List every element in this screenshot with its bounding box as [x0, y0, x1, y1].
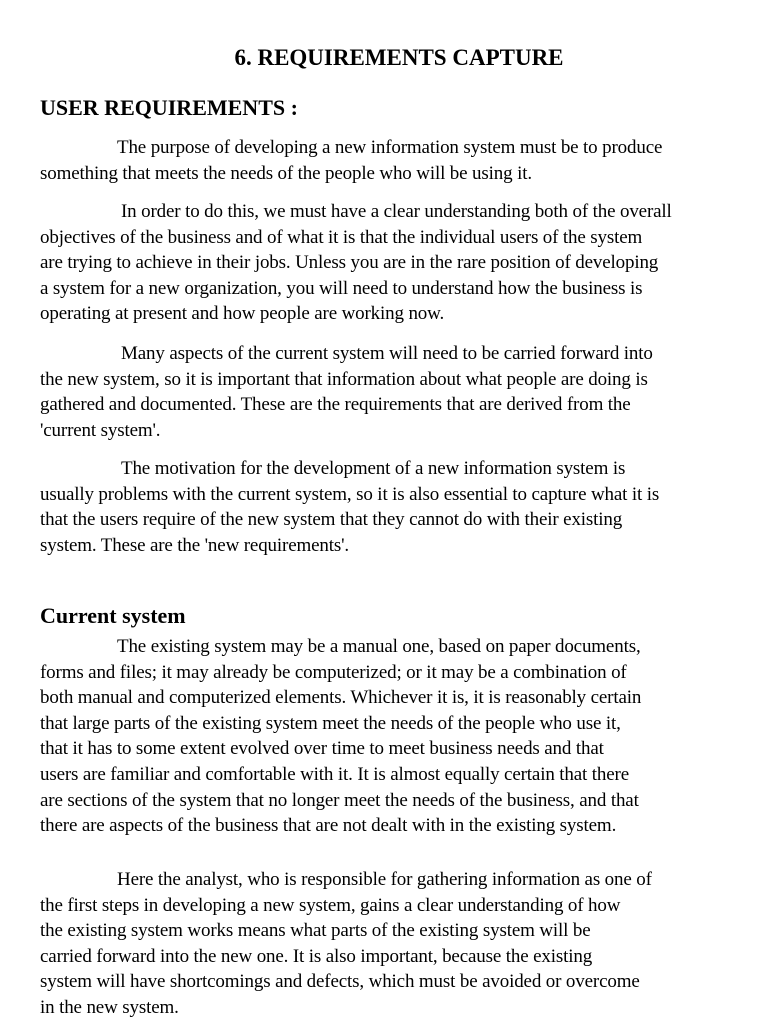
text-line: that the users require of the new system that they cannot do with their existing — [40, 509, 623, 531]
text-line: operating at present and how people are working now. — [40, 303, 445, 325]
text-line: that large parts of the existing system meet the needs of the people who use it, — [40, 712, 621, 734]
text-line: The motivation for the development of a new information system is — [121, 458, 626, 479]
text-line: objectives of the business and of what it is that the individual users of the system — [40, 226, 643, 248]
text-line: both manual and computerized elements. Whichever it is, it is reasonably certain — [40, 687, 642, 709]
text-line: 'current system'. — [40, 419, 161, 441]
text-line: The purpose of developing a new information system must be to produce — [117, 137, 663, 158]
section-heading-current-system: Current system — [40, 603, 186, 628]
paragraph-understanding — [40, 199, 760, 327]
text-line: Here the analyst, who is responsible for gathering information as one of — [117, 869, 652, 890]
paragraph-existing-system — [40, 634, 760, 839]
text-line: something that meets the needs of the people who will be using it. — [40, 162, 532, 184]
paragraph-motivation — [40, 456, 760, 558]
text-line: the existing system works means what parts of the existing system will be — [40, 920, 591, 942]
text-line: the new system, so it is important that information about what people are doing is — [40, 368, 648, 390]
text-line: system. These are the 'new requirements'. — [40, 534, 349, 556]
text-line: The existing system may be a manual one, based on paper documents, — [117, 636, 641, 657]
section-heading-user-requirements: USER REQUIREMENTS : — [40, 95, 298, 120]
text-line: are trying to achieve in their jobs. Unless you are in the rare position of developing — [40, 252, 659, 274]
paragraph-analyst — [40, 867, 760, 1021]
text-line: there are aspects of the business that are not dealt with in the existing system. — [40, 815, 617, 837]
text-line: are sections of the system that no longer meet the needs of the business, and that — [40, 789, 639, 811]
paragraph-purpose — [40, 135, 760, 186]
text-line: gathered and documented. These are the requirements that are derived from the — [40, 394, 631, 416]
text-line: that it has to some extent evolved over time to meet business needs and that — [40, 738, 604, 760]
text-line: a system for a new organization, you will need to understand how the business is — [40, 277, 643, 299]
text-line: forms and files; it may already be computerized; or it may be a combination of — [40, 661, 627, 683]
text-line: Many aspects of the current system will need to be carried forward into — [121, 343, 653, 364]
text-line: system will have shortcomings and defects, which must be avoided or overcome — [40, 971, 640, 993]
text-line: the first steps in developing a new system, gains a clear understanding of how — [40, 894, 621, 916]
text-line: usually problems with the current system, so it is also essential to capture what it is — [40, 483, 660, 505]
text-line: carried forward into the new one. It is also important, because the existing — [40, 945, 593, 967]
text-line: users are familiar and comfortable with it. It is almost equally certain that there — [40, 763, 630, 785]
document-title: 6. REQUIREMENTS CAPTURE — [234, 45, 564, 70]
text-line: In order to do this, we must have a clear understanding both of the overall — [121, 201, 672, 222]
text-line: in the new system. — [40, 996, 179, 1018]
paragraph-aspects — [40, 341, 760, 443]
